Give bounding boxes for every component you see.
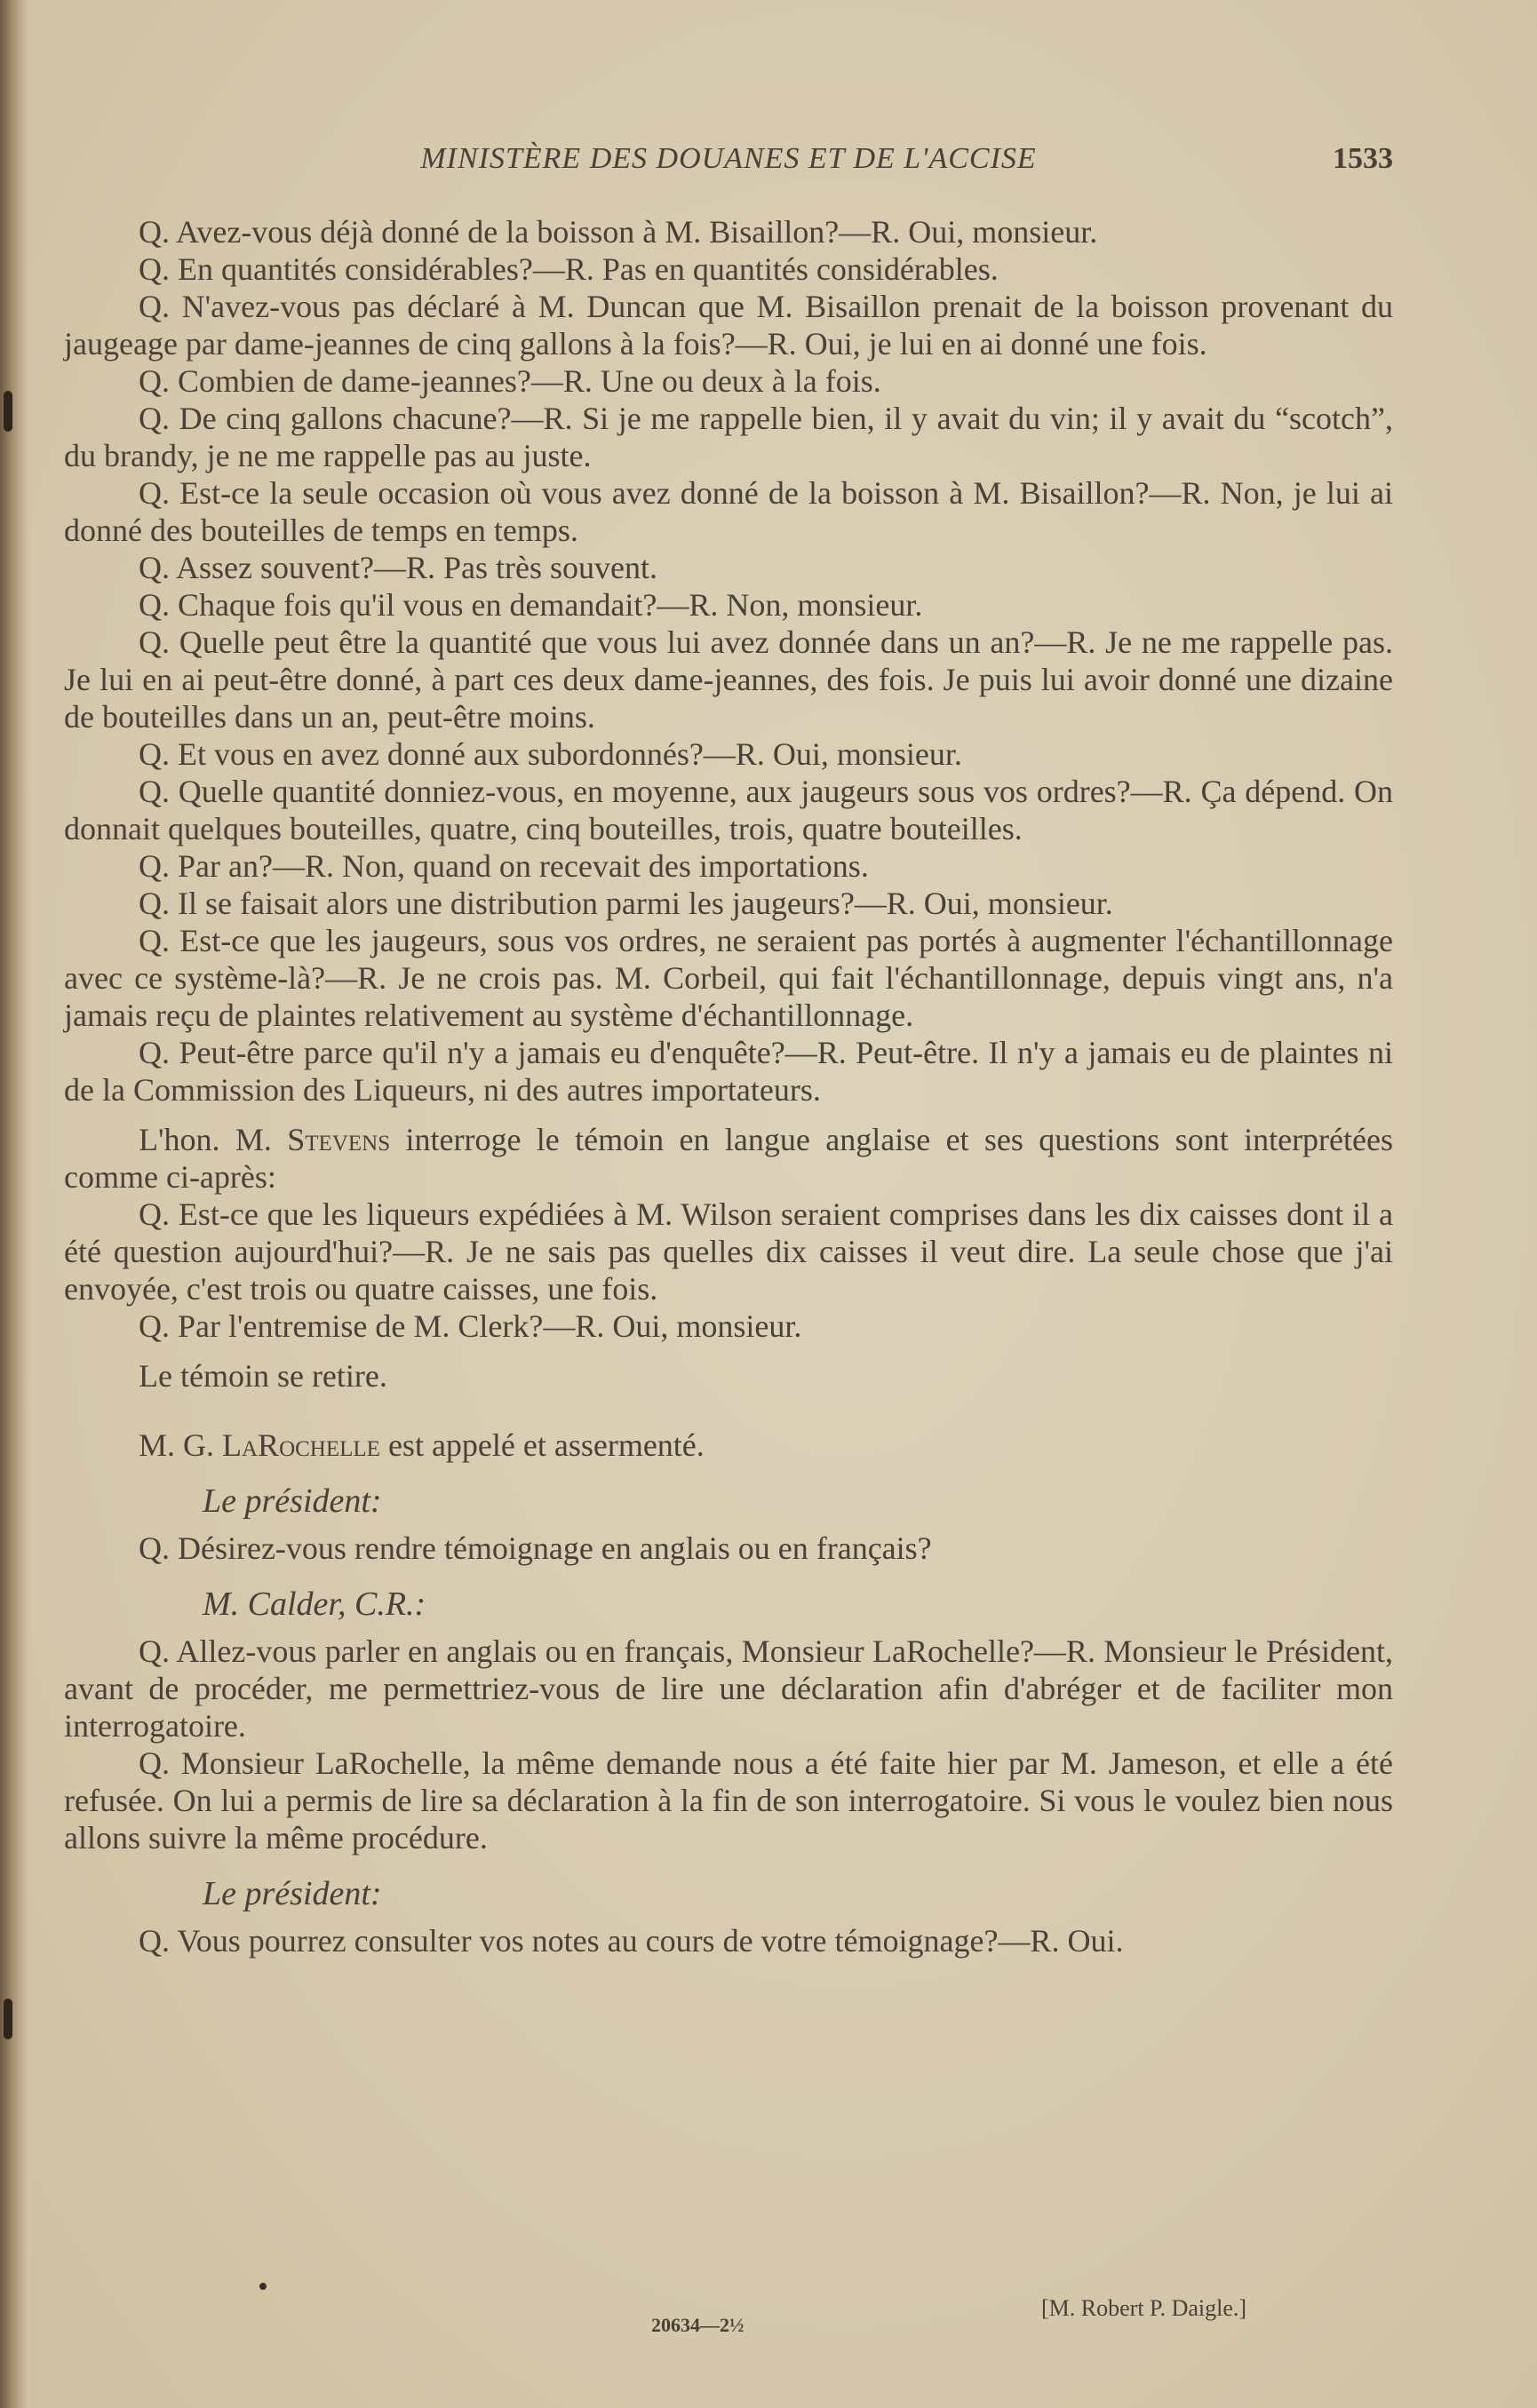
paragraph: Q. Par an?—R. Non, quand on recevait des importations.: [139, 848, 869, 884]
paragraph: Q. Par l'entremise de M. Clerk?—R. Oui, monsieur.: [139, 1308, 802, 1344]
speaker-heading: Le président:: [203, 1875, 382, 1912]
paragraph: Q. Combien de dame-jeannes?—R. Une ou deux à la fois.: [139, 363, 881, 399]
paragraph: Q. Avez-vous déjà donné de la boisson à M. Bisaillon?—R. Oui, monsieur.: [139, 214, 1098, 250]
page-header: [64, 142, 1393, 181]
signature-code: 20634—2½: [651, 2314, 745, 2336]
paragraph: Q. Quelle peut être la quantité que vous lui avez donnée dans un an?—R. Je ne me rappelle pas. Je lui en ai peut-être donné, à part ces deux dame-jeannes, des fois. Je puis lui avoir donné une dizaine de bouteilles dans un an, peut-être moins.: [64, 624, 1393, 735]
paragraph: Q. En quantités considérables?—R. Pas en quantités considérables.: [139, 251, 999, 287]
paragraph: Q. Chaque fois qu'il vous en demandait?—R. Non, monsieur.: [139, 587, 923, 623]
paragraph: Q. Allez-vous parler en anglais ou en français, Monsieur LaRochelle?—R. Monsieur le Président, avant de procéder, me permettriez-vous de lire une déclaration afin d'abréger et de faciliter mon interrogatoire.: [64, 1633, 1393, 1744]
note-prefix: L'hon. M.: [139, 1122, 288, 1157]
paragraph: Q. Et vous en avez donné aux subordonnés?—R. Oui, monsieur.: [139, 736, 962, 772]
binding-mark-top: [4, 391, 12, 432]
speaker-heading: Le président:: [203, 1482, 382, 1520]
speaker-heading: M. Calder, C.R.:: [203, 1585, 426, 1623]
procedural-note: [64, 1121, 1393, 1196]
running-title: MINISTÈRE DES DOUANES ET DE L'ACCISE: [420, 142, 1037, 175]
paragraph: Q. Quelle quantité donniez-vous, en moyenne, aux jaugeurs sous vos ordres?—R. Ça dépend. On donnait quelques bouteilles, quatre, cinq bouteilles, trois, quatre bouteilles.: [64, 774, 1393, 846]
page-number: 1533: [1333, 142, 1393, 175]
witness-rest: est appelé et assermenté.: [379, 1427, 705, 1463]
procedural-note: Le témoin se retire.: [139, 1358, 387, 1394]
witness-name: LaRochelle: [222, 1427, 380, 1463]
witness-prefix: M. G.: [139, 1427, 223, 1463]
paragraph: Q. Est-ce que les liqueurs expédiées à M. Wilson seraient comprises dans les dix caisses dont il a été question aujourd'hui?—R. Je ne sais pas quelles dix caisses il veut dire. La seule chose que j'ai envoyée, c'est trois ou quatre caisses, une fois.: [64, 1196, 1393, 1307]
reporter-credit: [M. Robert P. Daigle.]: [1041, 2295, 1247, 2321]
paragraph: Q. Désirez-vous rendre témoignage en anglais ou en français?: [139, 1530, 932, 1566]
paragraph: Q. Monsieur LaRochelle, la même demande nous a été faite hier par M. Jameson, et elle a été refusée. On lui a permis de lire sa déclaration à la fin de son interrogatoire. Si vous le voulez bien nous allons suivre la même procédure.: [64, 1745, 1393, 1856]
paragraph: Q. Est-ce que les jaugeurs, sous vos ordres, ne seraient pas portés à augmenter l'échantillonnage avec ce système-là?—R. Je ne crois pas. M. Corbeil, qui fait l'échantillonnage, depuis vingt ans, n'a jamais reçu de plaintes relativement au système d'échantillonnage.: [64, 923, 1393, 1033]
binding-mark-bottom: [4, 1999, 12, 2039]
member-name: Stevens: [287, 1122, 391, 1157]
book-binding-edge: [0, 0, 30, 2408]
paragraph: Q. Assez souvent?—R. Pas très souvent.: [139, 550, 657, 585]
paragraph: Q. Peut-être parce qu'il n'y a jamais eu d'enquête?—R. Peut-être. Il n'y a jamais eu de plaintes ni de la Commission des Liqueurs, ni des autres importateurs.: [64, 1035, 1393, 1108]
paragraph: Q. Est-ce la seule occasion où vous avez donné de la boisson à M. Bisaillon?—R. Non, je lui ai donné des bouteilles de temps en temps.: [64, 475, 1393, 548]
page-body: [64, 213, 1393, 1959]
paragraph: Q. N'avez-vous pas déclaré à M. Duncan que M. Bisaillon prenait de la boisson provenant du jaugeage par dame-jeannes de cinq gallons à la fois?—R. Oui, je lui en ai donné une fois.: [64, 289, 1393, 362]
paragraph: Q. De cinq gallons chacune?—R. Si je me rappelle bien, il y avait du vin; il y avait du “scotch”, du brandy, je ne me rappelle pas au juste.: [64, 401, 1393, 473]
paragraph: Q. Il se faisait alors une distribution parmi les jaugeurs?—R. Oui, monsieur.: [139, 886, 1113, 921]
paragraph: Q. Vous pourrez consulter vos notes au cours de votre témoignage?—R. Oui.: [139, 1923, 1124, 1959]
note-rest: interroge le témoin en langue anglaise et ses questions sont interprétées comme ci-après:: [64, 1122, 1393, 1195]
print-speck: [259, 2283, 267, 2290]
witness-called: [64, 1427, 1393, 1464]
